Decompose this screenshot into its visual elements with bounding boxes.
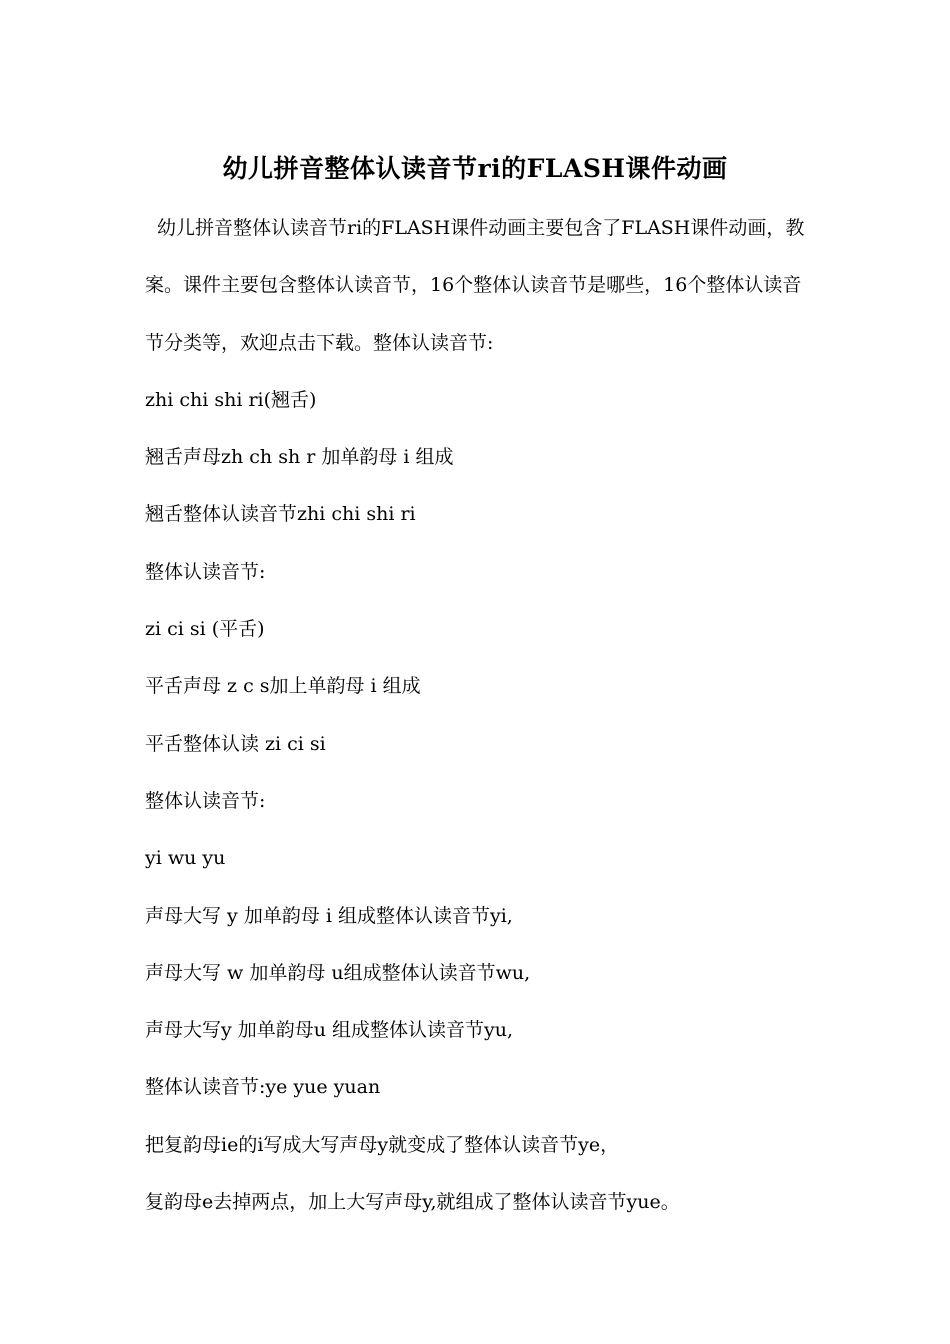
intro-paragraph: 幼儿拼音整体认读音节ri的FLASH课件动画主要包含了FLASH课件动画，教案。课件主要包含整体认读音节，16个整体认读音节是哪些，16个整体认读音节分类等，欢迎点击下载。整体认读音节: xyxy=(145,217,805,354)
text-line: 整体认读音节: xyxy=(145,789,266,812)
text-line: zhi chi shi ri(翘舌) xyxy=(145,388,317,411)
text-line: 平舌声母 z c s加上单韵母 i 组成 xyxy=(145,675,421,698)
text-line: 复韵母e去掉两点，加上大写声母y,就组成了整体认读音节yue。 xyxy=(145,1191,680,1214)
text-line: 声母大写 y 加单韵母 i 组成整体认读音节yi, xyxy=(145,904,513,927)
text-line: 翘舌声母zh ch sh r 加单韵母 i 组成 xyxy=(145,446,454,469)
text-line: 把复韵母ie的i写成大写声母y就变成了整体认读音节ye， xyxy=(145,1133,620,1156)
text-line: 整体认读音节:ye yue yuan xyxy=(145,1076,381,1099)
text-line: 声母大写y 加单韵母u 组成整体认读音节yu, xyxy=(145,1019,514,1042)
text-line: 翘舌整体认读音节zhi chi shi ri xyxy=(145,503,416,526)
text-line: yi wu yu xyxy=(145,847,226,870)
text-line: 平舌整体认读 zi ci si xyxy=(145,732,326,755)
text-line: zi ci si (平舌) xyxy=(145,618,265,641)
text-line: 声母大写 w 加单韵母 u组成整体认读音节wu, xyxy=(145,961,531,984)
text-line: 整体认读音节: xyxy=(145,560,266,583)
document-title: 幼儿拼音整体认读音节ri的FLASH课件动画 xyxy=(222,153,728,183)
document-body xyxy=(145,200,810,1231)
